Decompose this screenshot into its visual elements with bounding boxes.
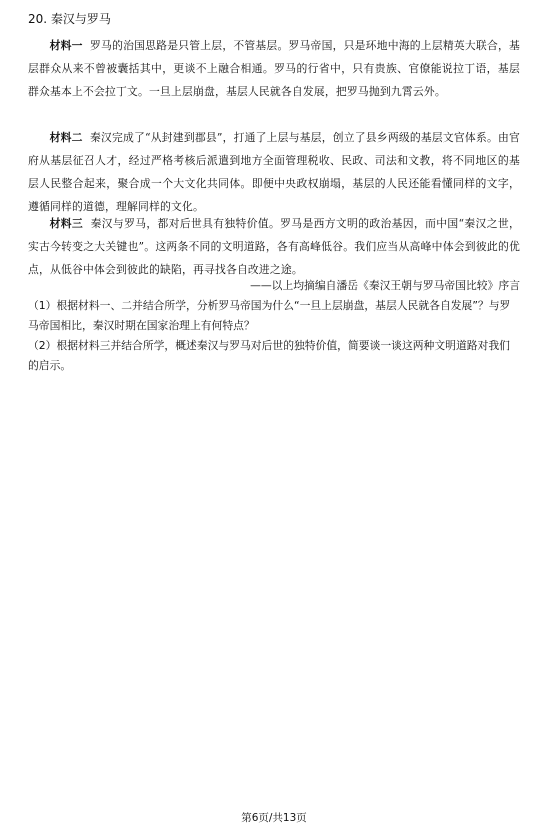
material-3-label: 材料三 (49, 217, 84, 230)
question-title: 20. 秦汉与罗马 (28, 12, 111, 26)
page-number: 第6页/共13页 (241, 812, 307, 824)
sub-question-1: （1）根据材料一、二并结合所学，分析罗马帝国为什么“一旦上层崩盘，基层人民就各自发展”？与罗马帝国相比，秦汉时期在国家治理上有何特点？ (28, 299, 511, 332)
material-3 (28, 212, 520, 281)
material-1-text: 罗马的治国思路是只管上层，不管基层。罗马帝国，只是环地中海的上层精英大联合，基层群众从来不曾被囊括其中，更谈不上融合相通。罗马的行省中，只有贵族、官僚能说拉丁语，基层群众基本上不会拉丁文。一旦上层崩盘，基层人民就各自发展，把罗马抛到九霄云外。 (28, 39, 521, 98)
material-2-label: 材料二 (49, 131, 83, 144)
sub-question-2: （2）根据材料三并结合所学，概述秦汉与罗马对后世的独特价值，简要谈一谈这两种文明道路对我们的启示。 (28, 339, 510, 372)
material-2 (28, 126, 520, 218)
material-1-label: 材料一 (49, 39, 83, 52)
material-source: ——以上均摘编自潘岳《秦汉王朝与罗马帝国比较》序言 (250, 279, 520, 292)
material-2-text: 秦汉完成了“从封建到郡县”，打通了上层与基层，创立了县乡两级的基层文官体系。由官府从基层征召人才，经过严格考核后派遣到地方全面管理税收、民政、司法和文教，将不同地区的基层人民整合起来，聚合成一个大文化共同体。即便中央政权崩塌，基层的人民还能看懂同样的文字，遵循同样的道德，理解同样的文化。 (28, 131, 520, 213)
material-3-text: 秦汉与罗马，都对后世具有独特价值。罗马是西方文明的政治基因，而中国“秦汉之世，实古今转变之大关键也”。这两条不同的文明道路，各有高峰低谷。我们应当从高峰中体会到彼此的优点，从低谷中体会到彼此的缺陷，再寻找各自改进之途。 (28, 217, 520, 276)
material-1 (28, 34, 520, 103)
